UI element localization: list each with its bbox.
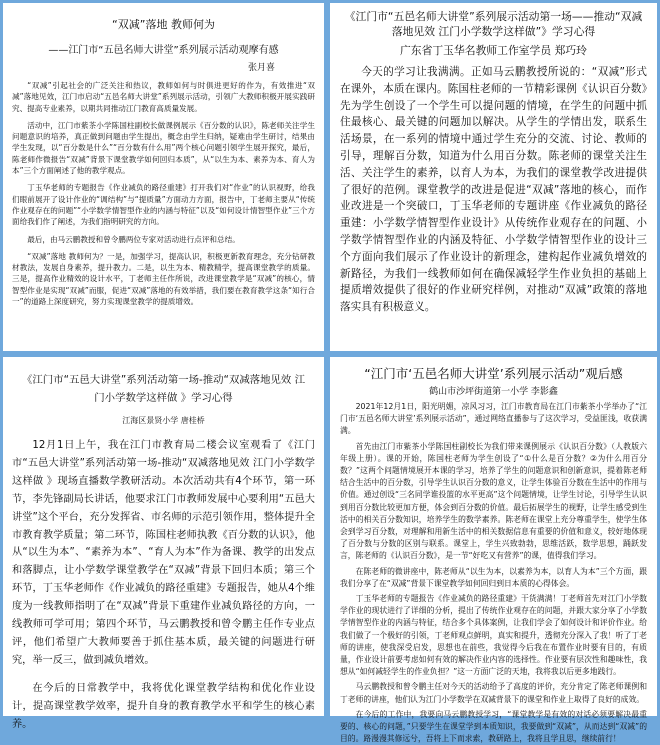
- panel4-paragraph: 2021年12月1日，阳光明媚，凉风习习，江门市教育局在江门市紫茶小学举办了“江门市‘五邑名师大讲堂’系列展示活动”，通过网络直播参与了这次学习，受益匪浅，收获满满。: [340, 402, 647, 436]
- panel1-paragraph: 丁玉华老师的专题报告《作业减负的路径重建》打开我们对“作业”的认识视野，给我们眼前展开了设计作业的“调结构”与“提质量”方面动力方面，报告中，丁老师主要从“传统作业观存在的问题”“小学数学情智型作业的内涵与特征”以及“如何设计情智型作业”三个方面给我们作了阐述，为我们指明研究的方向。: [12, 183, 315, 227]
- panel1-subtitle: ——江门市“五邑名师大讲堂”系列展示活动观摩有感: [48, 45, 279, 56]
- panel4-paragraph: 马云鹏教授和曾令鹏主任对今天的活动给予了高度的评价，充分肯定了陈老师课例和丁老师的讲座，他们认为江门小学数学在双减背景下的课堂和作业上取得了良好的成效。: [340, 682, 647, 704]
- panel-reflection-zhang: [3, 3, 324, 351]
- panel-reflection-li: [330, 357, 657, 744]
- panel4-paragraph: 在陈老师的微讲座中，陈老师从“以生为本，以素养为本，以育人为本”三个方面，跟我们分享了在“双减”背景下课堂教学如何回归到日本质的心得体会。: [340, 566, 647, 588]
- panel4-paragraph: 在今后的工作中，我要向马云鹏教授学习，“课堂教学是有效的对话必须要解决最重要的、核心的问题，”只要学生在课堂学到本质知识，我要做到“双减”，从而达到“双减”的目的。路漫漫其修远兮，吾将上下而求索，教研路上，我将且学且思，继续前行！: [340, 709, 647, 744]
- panel3-paragraph: 12月1日上午，我在江门市教育局二楼会议室观看了《江门市“五邑大讲堂”系列活动第一场-推动“双减落地见效 江门小学数学这样做 》现场直播数学教研活动。本次活动共有4个环节，第一环节，李先锋副局长讲话，他要求江门市教师发展中心要利用“五邑大讲堂”这个平台，充分发挥省、市名师的示范引领作用，整体提升全市教育教学质量；第二环节，陈国柱老师执教《百分数的认识》，他从“以生为本”、“素养为本”、“育人为本”作为备课、教学的出发点和落脚点，让小学数学课堂教学在“双减”背景下回归本质；第三个环节，丁玉华老师作《作业减负的路径重建》专题报告，她从4个维度为一线教师指明了在“双减”背景下重建作业减负路径的方向，一线教师可学可用；第四个环节，马云鹏教授和曾令鹏主任作专业点评，他们希望广大教师要善于抓住基本质，最关键的问题进行研究，举一反三，做到减负增效。: [12, 440, 315, 666]
- panel2-paragraph: 今天的学习让我满满。正如马云鹏教授所说的：“双减”形式在课外，本质在课内。陈国柱老师的一节精彩课例《认识百分数》先为学生创设了一个学生可以提问题的情境，在学生的问题中抓住最核心、最关键的问题加以解决。从学生的学情出发，联系生活场景，在一系列的情境中通过学生充分的交流、讨论、教师的引导，理解百分数，知道为什么用百分数。陈老师的课堂关注生活、关注学生的素养，以育人为本，为我们的课堂教学改进提供了很好的范例。课堂教学的改进是促进“双减”落地的核心，而作业改进是一个突破口，丁玉华老师的专题讲座《作业减负的路径重建：小学数学情智型作业设计》从传统作业观存在的问题、小学数学情智型作业的内涵及特征、小学数学情智型作业的设计三个方面向我们展示了作业设计的新理念，建构起作业减负增效的新路径，为我们一线教师如何在确保减轻学生作业负担的基础上提质增效提供了很好的作业研究样例，对推动“双减”政策的落地落实具有积极意义。: [340, 66, 647, 314]
- panel4-author: 鹤山市沙坪街道第一小学 李影鑫: [429, 387, 558, 397]
- panel4-paragraph: 首先由江门市紫茶小学陈国柱副校长为我们带来课例展示《认识百分数》（人教版六年级上册）。课的开始，陈国柱老师为学生创设了“①什么是百分数？②为什么用百分数？”这两个问题情境展开本课的学习，培养了学生的问题意识和创新意识，提着陈老师结合生活中的百分数，引导学生认识百分数的意义，让学生体验百分数在生活中的作用与价值。通过创设“三名同学谁投篮的水平更高”这个问题情境，让学生讨论，引导学生认识到用百分数比较更加方便，体会到百分数的价值。最后拓展学生的视野，让学生感受到生活中的相关百分数知识，培养学生的数学素养。陈老师在课堂上充分尊重学生，使学生体会到学习百分数，对理解和用新生活中的相关数据信息有重要的价值和意义，较好地体现了百分数与分数的区别与联系。课堂上，学生兴致勃勃，思维活跃，数学思想，踊跃发言，陈老师的《认识百分数》，是一节“好吃又有营养”的课，值得我们学习。: [340, 441, 647, 561]
- panel-reflection-zheng: [330, 3, 657, 351]
- panel1-author: 张月喜: [247, 63, 275, 73]
- panel1-paragraph: “双减”落地 教师何为？一是，加强学习，提高认识，积极更新教育理念，充分钻研教材教法，发展自身素养，提升教力。二是，以生为本、精教精学，提高课堂教学的质量。三是，提高作业精效的设计水平，丁老师主任作所说，改进课堂教学是“双减”的核心，情智型作业是实现“双减”而服，促进“双减”落地的有效举措，我们要在教育教学这条“知行合一”的道路上深度研究，努力实现课堂教学的提质增效。: [12, 251, 315, 307]
- panel3-title: 《江门市“五邑大讲堂”系列活动第一场-推动“双减落地见效 江: [22, 374, 305, 386]
- panel2-author: 广东省丁玉华名教师工作室学员 郑巧玲: [400, 44, 587, 57]
- panel4-title: “江门市‘五邑名师大讲堂’系列展示活动”观后感: [364, 366, 623, 381]
- panel1-paragraph: “双减”引起社会的广泛关注和热议，教师如何与时俱进更好的作为，有效推进“双减”落地见效，江门市启动“五邑名师大讲堂”系列展示活动，引领广大教师积极开展实践研究、提高专业素养，以期共同推动江门教育高质量发展。: [12, 81, 315, 113]
- panel1-paragraph: 活动中，江门市紫茶小学陈国柱副校长做课例展示《百分数的认识》，陈老师关注学生问题意识的培养，真正做到问题由学生提出，概念由学生归纳，疑难由学生研讨，结果由学生发现，以“百分数是什么”“百分数有什么用”两个核心问题引领学生展开探究，最后，陈老师作微报告“双减”背景下课堂教学如何回归本质”，从“以生为本、素养为本、育人为本”三个方面阐述了他的教学观点。: [12, 120, 315, 176]
- panel1-paragraph: 最后，由马云鹏教授和曾令鹏两位专家对活动进行点评和总结。: [27, 234, 240, 244]
- panel1-title: “双减”落地 教师何为: [112, 18, 215, 31]
- panel4-paragraph: 丁玉华老师的专题报告《作业减负的路径重建》干货满满！丁老师首先对江门小学数学作业的现状进行了详细的分析，提出了传统作业观存在的问题，并跟大家分享了小学数学情智型作业的内涵与特征，结合多个具体案例，让我们学会了如何设计和评价作业。给我们做了一个极好的引领，丁老师观点鲜明，真实和提升，透彻充分深入了我！听了丁老师的讲座，使我深受启发，思想也在前些，我觉得今后我在布置作业时要有目的，有质量，作业设计前要考虑如何有效的解决作业内容的选择性。作业要有层次性和趣味性，我想从“如何减轻学生的作业负担？”这一方面广泛的天地，我将我以后更多地践行。: [340, 594, 647, 677]
- panel3-paragraph: 在今后的日常教学中，我将优化课堂教学结构和优化作业设计，提高课堂教学效率，提升自身的教育教学水平和学生的核心素养。: [12, 682, 315, 730]
- panel3-author: 江海区景贤小学 唐桂桥: [122, 416, 205, 425]
- panel-reflection-tang: [3, 357, 324, 730]
- panel2-title: 《江门市“五邑名师大讲堂”系列展示活动第一场——推动“双减落地见效 江门小学数学这样做”》学习心得: [344, 10, 643, 38]
- panel3-title-cont: 门小学数学这样做 》学习心得: [94, 392, 233, 404]
